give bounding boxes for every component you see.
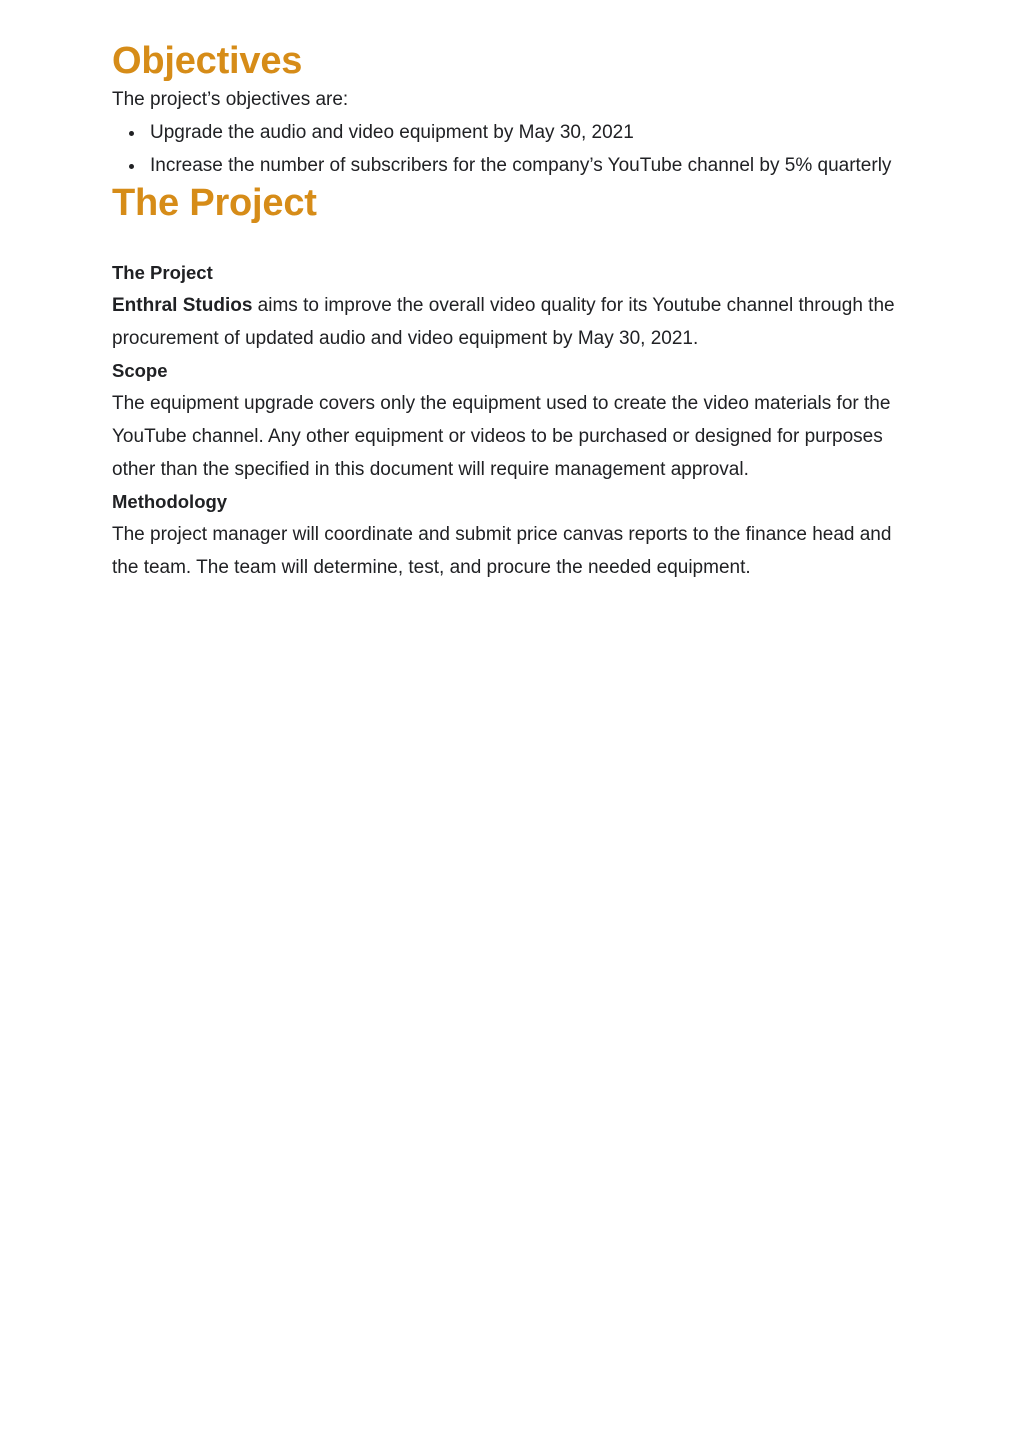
subheading-the-project: The Project bbox=[112, 262, 213, 284]
objectives-bullet-list bbox=[112, 116, 912, 182]
subheading-methodology: Methodology bbox=[112, 491, 228, 513]
subheading-scope: Scope bbox=[112, 360, 168, 382]
list-item: • Increase the number of subscribers for the company’s YouTube channel by 5% quarterly bbox=[146, 149, 912, 182]
objectives-intro-text: The project’s objectives are: bbox=[112, 88, 349, 110]
project-body bbox=[112, 257, 912, 584]
paragraph-methodology: The project manager will coordinate and submit price canvas reports to the finance head and the team. The team will determine, test, and procure the needed equipment. bbox=[112, 524, 892, 579]
list-item: • Upgrade the audio and video equipment by May 30, 2021 bbox=[146, 116, 912, 149]
paragraph-the-project-text: aims to improve the overall video quality for its Youtube channel through the procurement of updated audio and video equipment by May 30, 2021. bbox=[112, 295, 895, 350]
paragraph-scope: The equipment upgrade covers only the equipment used to create the video materials for the YouTube channel. Any other equipment or videos to be purchased or designed for purposes other than the specified in this document will require management approval. bbox=[112, 393, 891, 481]
paragraph-the-project bbox=[112, 289, 912, 355]
project-heading: The Project bbox=[112, 181, 317, 224]
objectives-heading: Objectives bbox=[112, 40, 303, 82]
company-name: Enthral Studios bbox=[112, 295, 253, 317]
